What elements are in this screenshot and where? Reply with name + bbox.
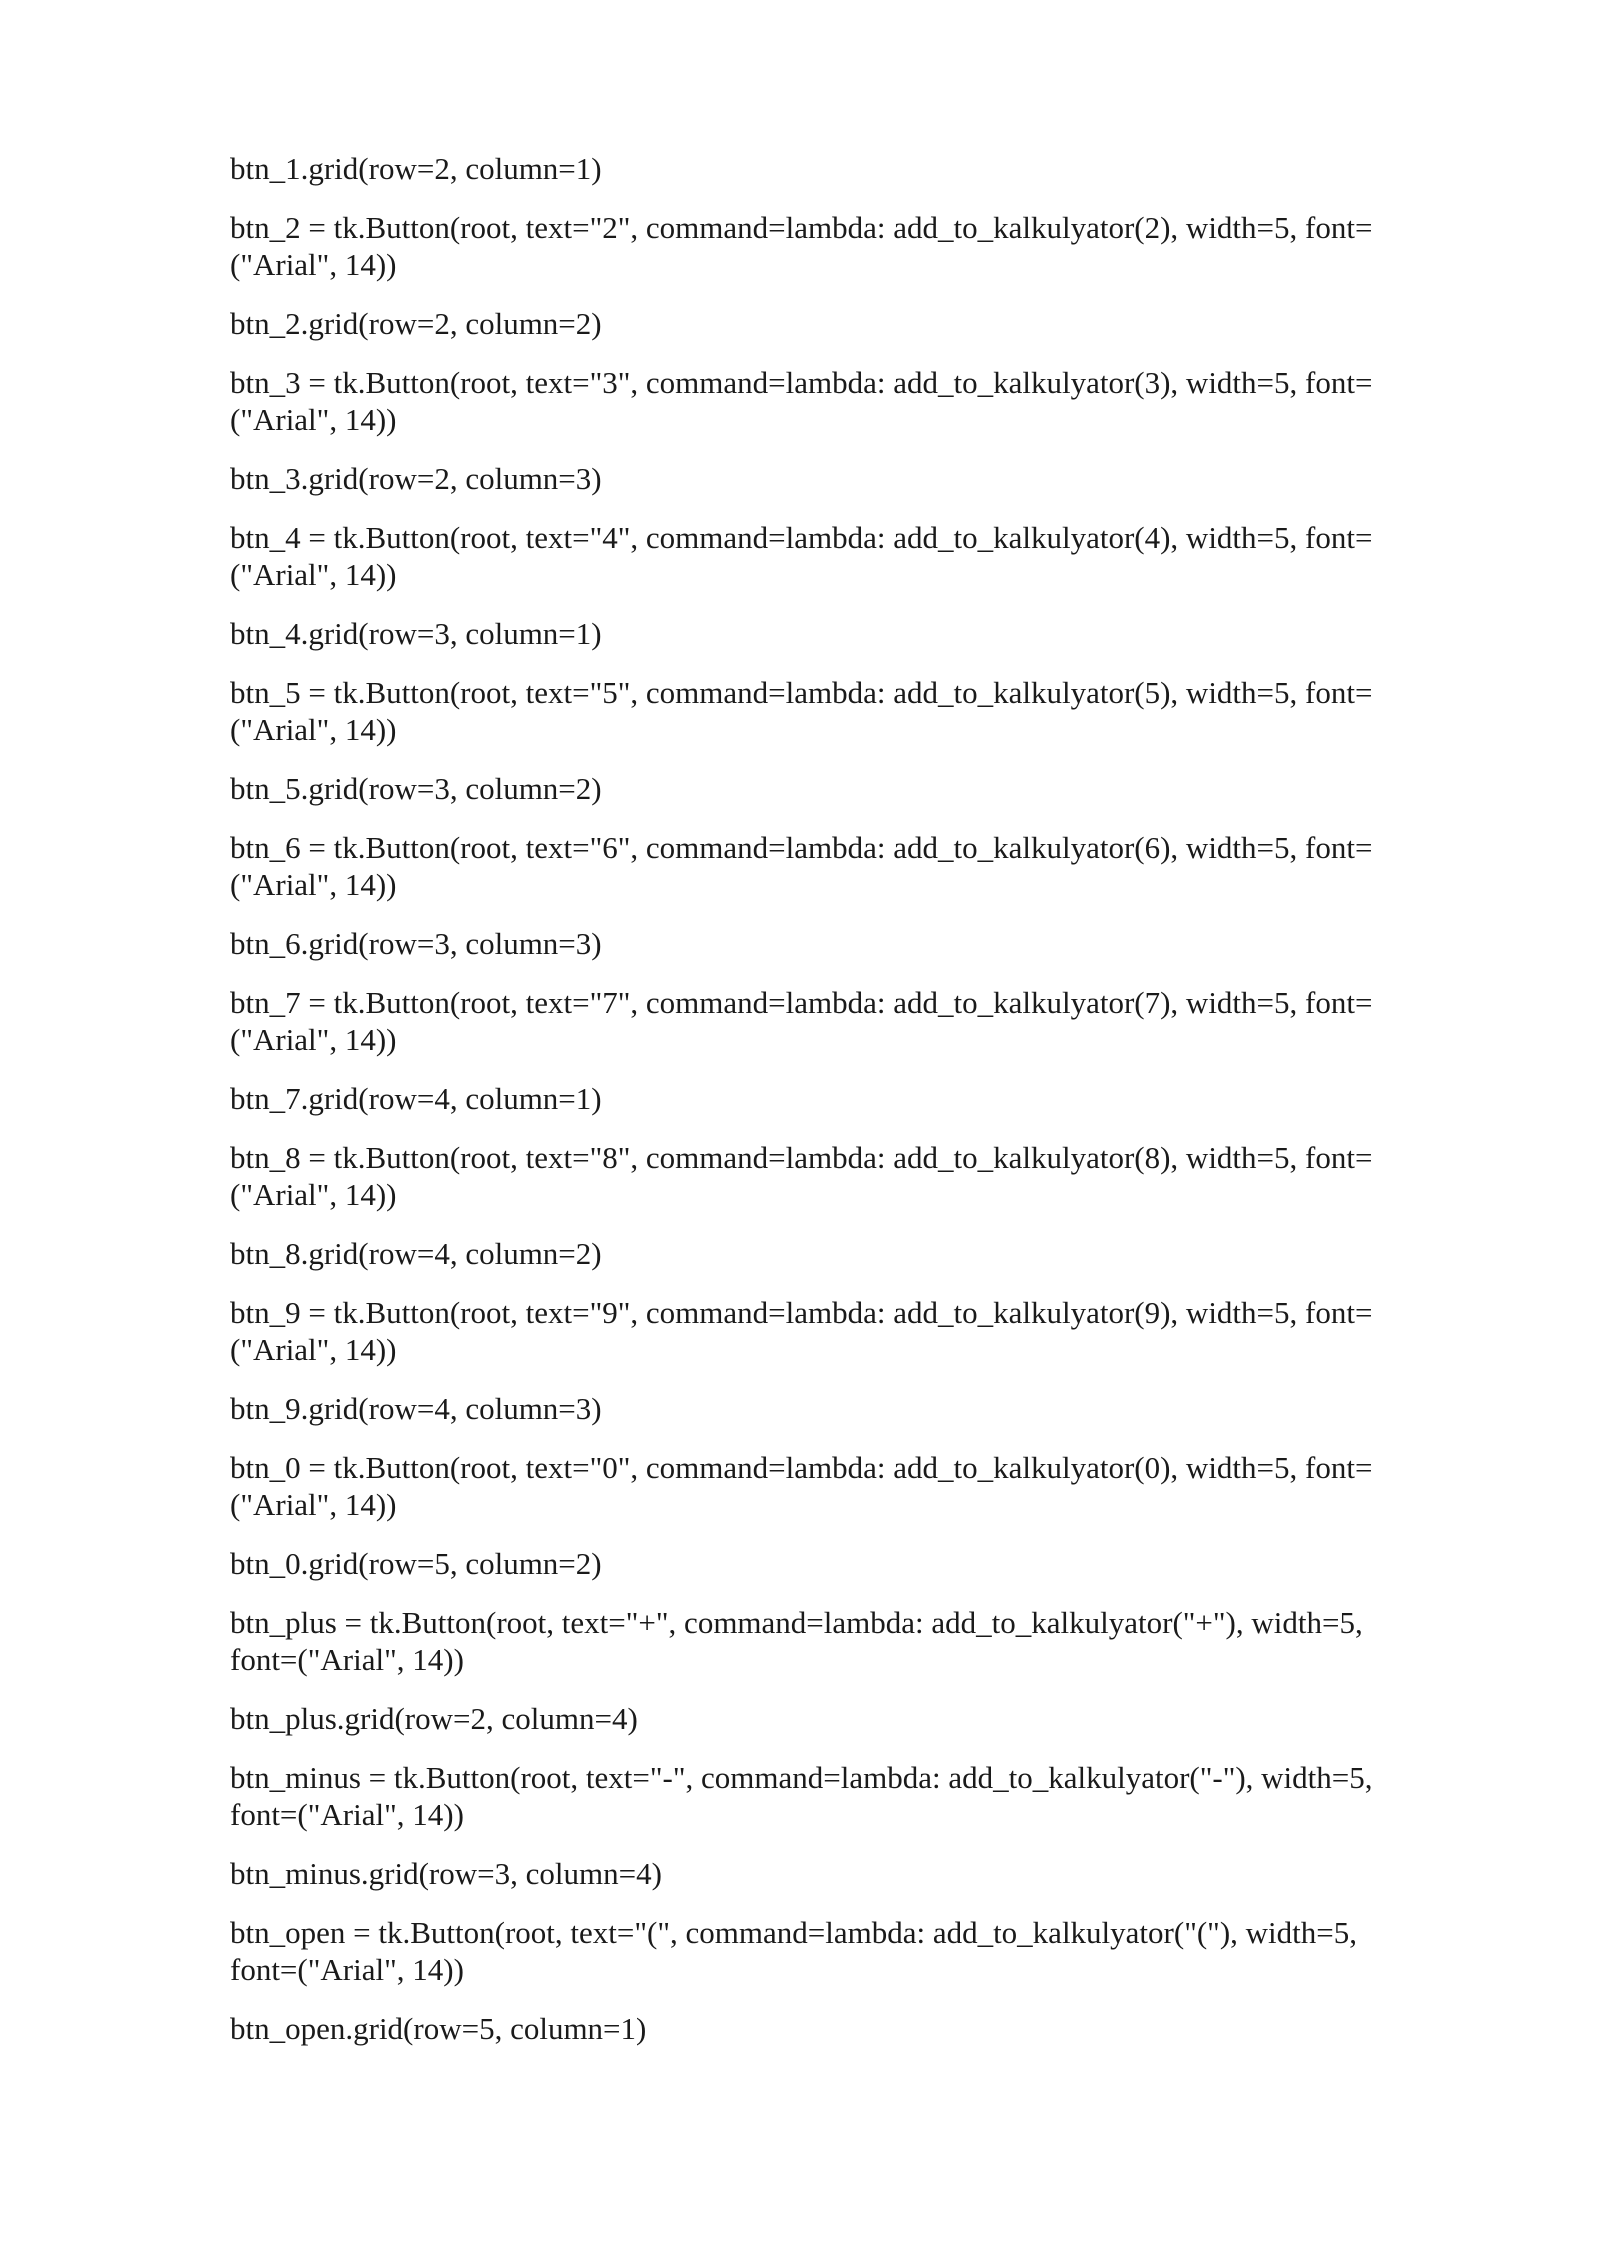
- code-line: btn_6.grid(row=3, column=3): [230, 926, 602, 961]
- code-line: btn_2.grid(row=2, column=2): [230, 306, 602, 341]
- code-line: btn_plus = tk.Button(root, text="+", command=lambda: add_to_kalkulyator("+"), width=5, font=("Arial", 14)): [230, 1605, 1363, 1677]
- code-line: btn_3 = tk.Button(root, text="3", command=lambda: add_to_kalkulyator(3), width=5, font=("Arial", 14)): [230, 365, 1373, 437]
- code-line: btn_8.grid(row=4, column=2): [230, 1236, 602, 1271]
- code-line: btn_minus = tk.Button(root, text="-", command=lambda: add_to_kalkulyator("-"), width=5, font=("Arial", 14)): [230, 1760, 1373, 1832]
- code-line: btn_3.grid(row=2, column=3): [230, 461, 602, 496]
- code-line: btn_5 = tk.Button(root, text="5", command=lambda: add_to_kalkulyator(5), width=5, font=("Arial", 14)): [230, 675, 1373, 747]
- code-line: btn_1.grid(row=2, column=1): [230, 151, 602, 186]
- code-line: btn_9 = tk.Button(root, text="9", command=lambda: add_to_kalkulyator(9), width=5, font=("Arial", 14)): [230, 1295, 1373, 1367]
- code-line: btn_9.grid(row=4, column=3): [230, 1391, 602, 1426]
- code-line: btn_minus.grid(row=3, column=4): [230, 1856, 662, 1891]
- code-line: btn_0 = tk.Button(root, text="0", command=lambda: add_to_kalkulyator(0), width=5, font=("Arial", 14)): [230, 1450, 1373, 1522]
- code-line: btn_7.grid(row=4, column=1): [230, 1081, 602, 1116]
- code-line: btn_0.grid(row=5, column=2): [230, 1546, 602, 1581]
- code-line: btn_4 = tk.Button(root, text="4", command=lambda: add_to_kalkulyator(4), width=5, font=("Arial", 14)): [230, 520, 1373, 592]
- code-line: btn_open = tk.Button(root, text="(", command=lambda: add_to_kalkulyator("("), width=5, font=("Arial", 14)): [230, 1915, 1357, 1987]
- code-line: btn_8 = tk.Button(root, text="8", command=lambda: add_to_kalkulyator(8), width=5, font=("Arial", 14)): [230, 1140, 1373, 1212]
- code-line: btn_open.grid(row=5, column=1): [230, 2011, 647, 2046]
- code-line: btn_plus.grid(row=2, column=4): [230, 1701, 638, 1736]
- code-line: btn_4.grid(row=3, column=1): [230, 616, 602, 651]
- code-line: btn_6 = tk.Button(root, text="6", command=lambda: add_to_kalkulyator(6), width=5, font=("Arial", 14)): [230, 830, 1373, 902]
- document-body: [230, 150, 1430, 2069]
- code-line: btn_5.grid(row=3, column=2): [230, 771, 602, 806]
- code-line: btn_7 = tk.Button(root, text="7", command=lambda: add_to_kalkulyator(7), width=5, font=("Arial", 14)): [230, 985, 1373, 1057]
- code-line: btn_2 = tk.Button(root, text="2", command=lambda: add_to_kalkulyator(2), width=5, font=("Arial", 14)): [230, 210, 1373, 282]
